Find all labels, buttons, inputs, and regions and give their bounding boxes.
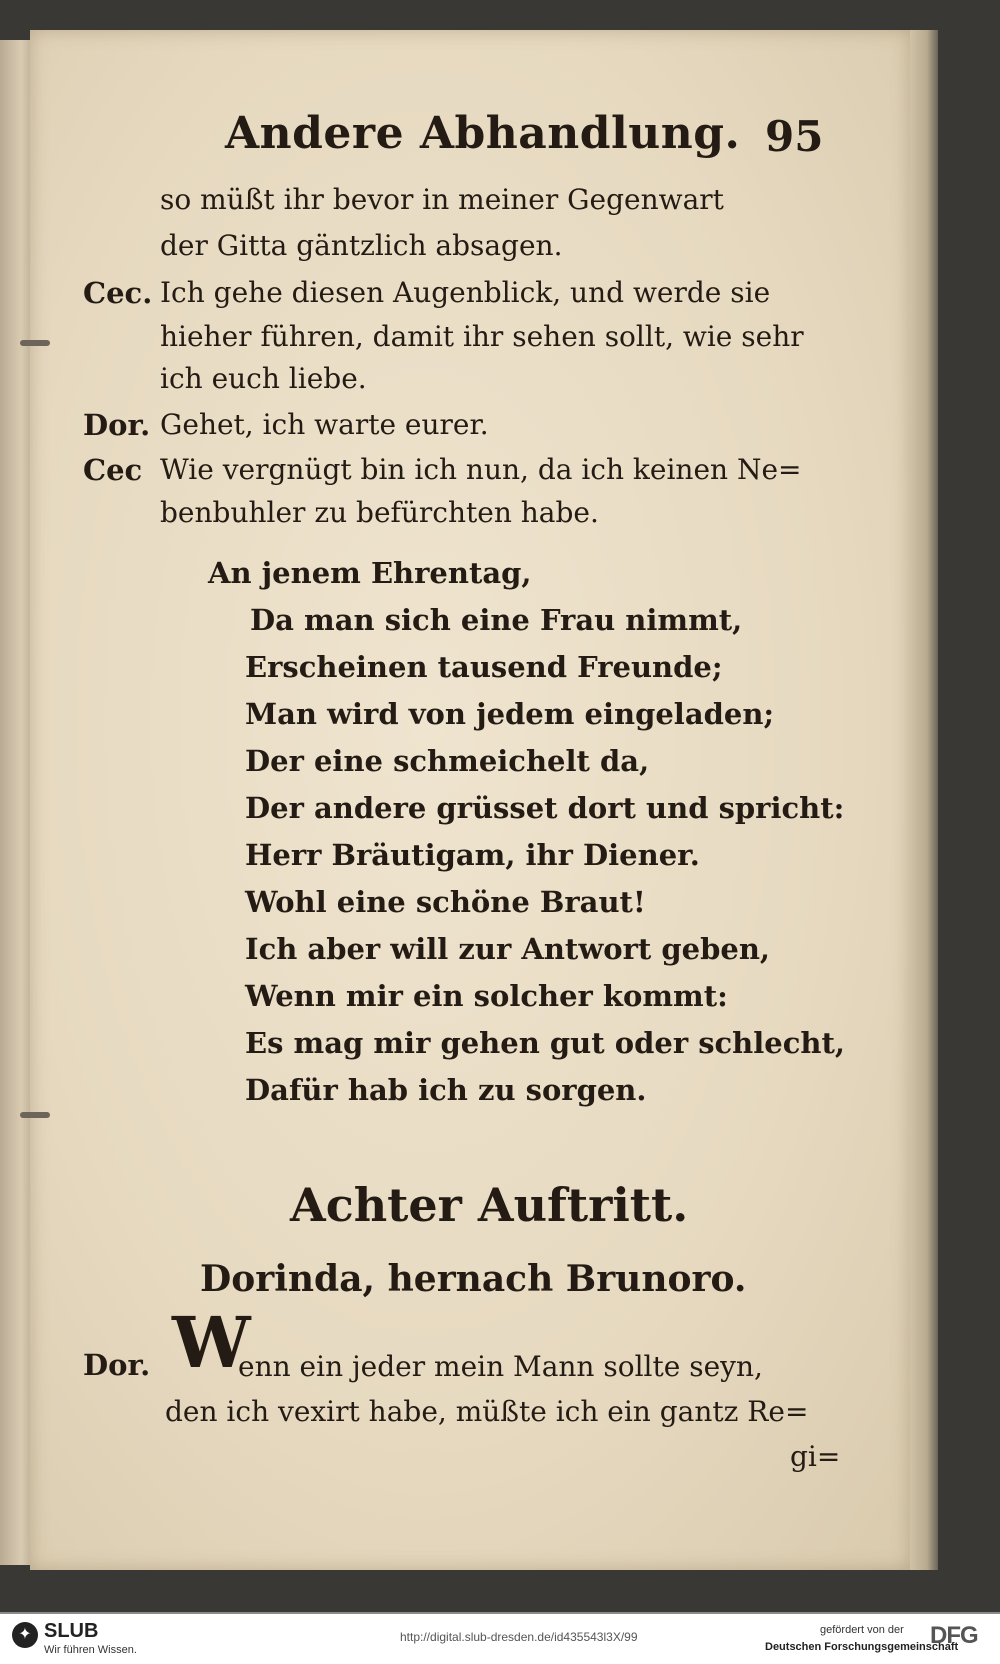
scene-title: Achter Auftritt. bbox=[290, 1178, 689, 1232]
verse-line: Man wird von jedem eingeladen; bbox=[245, 697, 775, 731]
speaker-label: Dor. bbox=[83, 1348, 151, 1382]
dialogue-line: enn ein jeder mein Mann sollte seyn, bbox=[238, 1350, 763, 1383]
speaker-label: Cec. bbox=[83, 276, 153, 310]
verse-line: Erscheinen tausend Freunde; bbox=[245, 650, 723, 684]
slub-brand[interactable]: SLUB bbox=[44, 1620, 99, 1642]
binding-pin bbox=[20, 340, 50, 346]
verse-line: Wohl eine schöne Braut! bbox=[245, 885, 646, 919]
slub-logo-icon[interactable]: ✦ bbox=[12, 1622, 38, 1648]
dialogue-line: ich euch liebe. bbox=[160, 362, 367, 395]
funding-organization: Deutschen Forschungsgemeinschaft bbox=[765, 1641, 959, 1653]
drop-capital: W bbox=[172, 1301, 251, 1384]
verse-line: Dafür hab ich zu sorgen. bbox=[245, 1073, 647, 1107]
verse-line: Der eine schmeichelt da, bbox=[245, 744, 650, 778]
funding-note: gefördert von der bbox=[820, 1624, 904, 1636]
permalink[interactable]: http://digital.slub-dresden.de/id435543l3X/99 bbox=[400, 1630, 638, 1644]
verse-line: Der andere grüsset dort und spricht: bbox=[245, 791, 845, 825]
dialogue-line: den ich vexirt habe, müßte ich ein gantz Re= bbox=[165, 1395, 809, 1428]
verse-line: Wenn mir ein solcher kommt: bbox=[245, 979, 728, 1013]
slub-tagline: Wir führen Wissen. bbox=[44, 1644, 137, 1656]
running-header: Andere Abhandlung. bbox=[225, 108, 741, 159]
dialogue-line: so müßt ihr bevor in meiner Gegenwart bbox=[160, 183, 724, 216]
verse-line: An jenem Ehrentag, bbox=[208, 556, 532, 590]
speaker-label: Cec bbox=[83, 453, 143, 487]
dialogue-line: der Gitta gäntzlich absagen. bbox=[160, 229, 563, 262]
speaker-label: Dor. bbox=[83, 408, 151, 442]
dialogue-line: benbuhler zu befürchten habe. bbox=[160, 496, 599, 529]
dialogue-line: Wie vergnügt bin ich nun, da ich keinen Ne= bbox=[160, 453, 802, 486]
previous-page-edge bbox=[0, 40, 31, 1565]
dialogue-line: Gehet, ich warte eurer. bbox=[160, 408, 489, 441]
scene-characters: Dorinda, hernach Brunoro. bbox=[200, 1258, 747, 1300]
binding-pin bbox=[20, 1112, 50, 1118]
verse-line: Ich aber will zur Antwort geben, bbox=[245, 932, 771, 966]
verse-line: Herr Bräutigam, ihr Diener. bbox=[245, 838, 700, 872]
dialogue-line: Ich gehe diesen Augenblick, und werde sie bbox=[160, 276, 771, 309]
page-number: 95 bbox=[765, 112, 824, 161]
verse-line: Da man sich eine Frau nimmt, bbox=[250, 603, 743, 637]
verse-line: Es mag mir gehen gut oder schlecht, bbox=[245, 1026, 845, 1060]
dfg-logo[interactable]: DFG bbox=[930, 1622, 978, 1649]
page-stack-edge bbox=[910, 30, 938, 1570]
dialogue-line: hieher führen, damit ihr sehen sollt, wie sehr bbox=[160, 320, 804, 353]
catchword: gi= bbox=[790, 1440, 841, 1473]
